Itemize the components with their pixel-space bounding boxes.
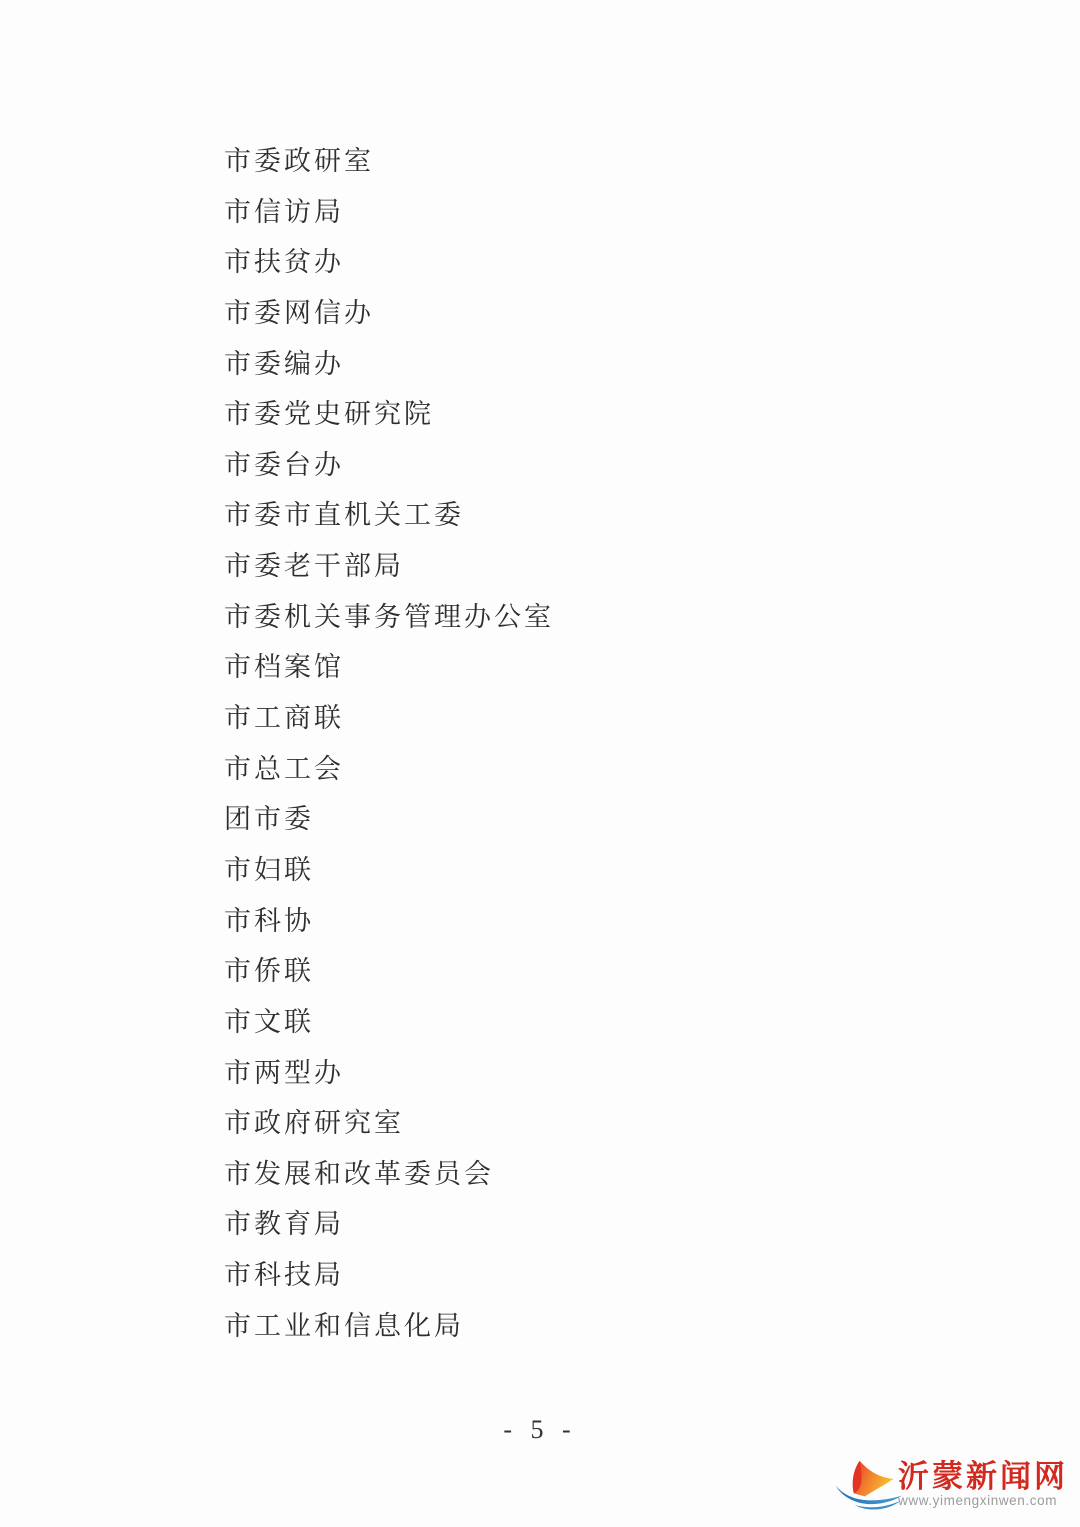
list-item-department: 市委台办 <box>224 449 344 480</box>
list-item-department: 市工业和信息化局 <box>224 1310 464 1341</box>
list-item-department: 市委机关事务管理办公室 <box>224 601 554 632</box>
site-url: www.yimengxinwen.com <box>898 1492 1058 1508</box>
list-item-department: 市政府研究室 <box>224 1108 404 1139</box>
list-item-department: 市工商联 <box>224 703 344 734</box>
sail-wave-icon <box>832 1455 906 1513</box>
list-item-department: 市科技局 <box>224 1260 344 1291</box>
list-item-department: 市扶贫办 <box>224 247 344 278</box>
site-watermark-logo <box>832 1455 1068 1513</box>
page-number: - 5 - <box>503 1415 577 1444</box>
list-item-department: 市科协 <box>224 905 314 936</box>
list-item-department: 市委党史研究院 <box>224 399 434 430</box>
site-name: 沂蒙新闻网 <box>898 1458 1068 1494</box>
list-item-department: 市总工会 <box>224 753 344 784</box>
list-item-department: 市委市直机关工委 <box>224 500 464 531</box>
list-item-department: 团市委 <box>224 804 314 835</box>
list-item-department: 市文联 <box>224 1006 314 1037</box>
list-item-department: 市委网信办 <box>224 297 374 328</box>
list-item-department: 市妇联 <box>224 854 314 885</box>
list-item-department: 市档案馆 <box>224 652 344 683</box>
list-item-department: 市信访局 <box>224 196 344 227</box>
list-item-department: 市委政研室 <box>224 146 374 176</box>
list-item-department: 市委编办 <box>224 348 344 379</box>
list-item-department: 市发展和改革委员会 <box>224 1158 494 1189</box>
list-item-department: 市委老干部局 <box>224 551 404 582</box>
list-item-department: 市侨联 <box>224 956 314 987</box>
list-item-department: 市教育局 <box>224 1209 344 1240</box>
site-watermark-text <box>898 1458 1068 1508</box>
list-item-department: 市两型办 <box>224 1057 344 1088</box>
department-list <box>224 136 554 1351</box>
